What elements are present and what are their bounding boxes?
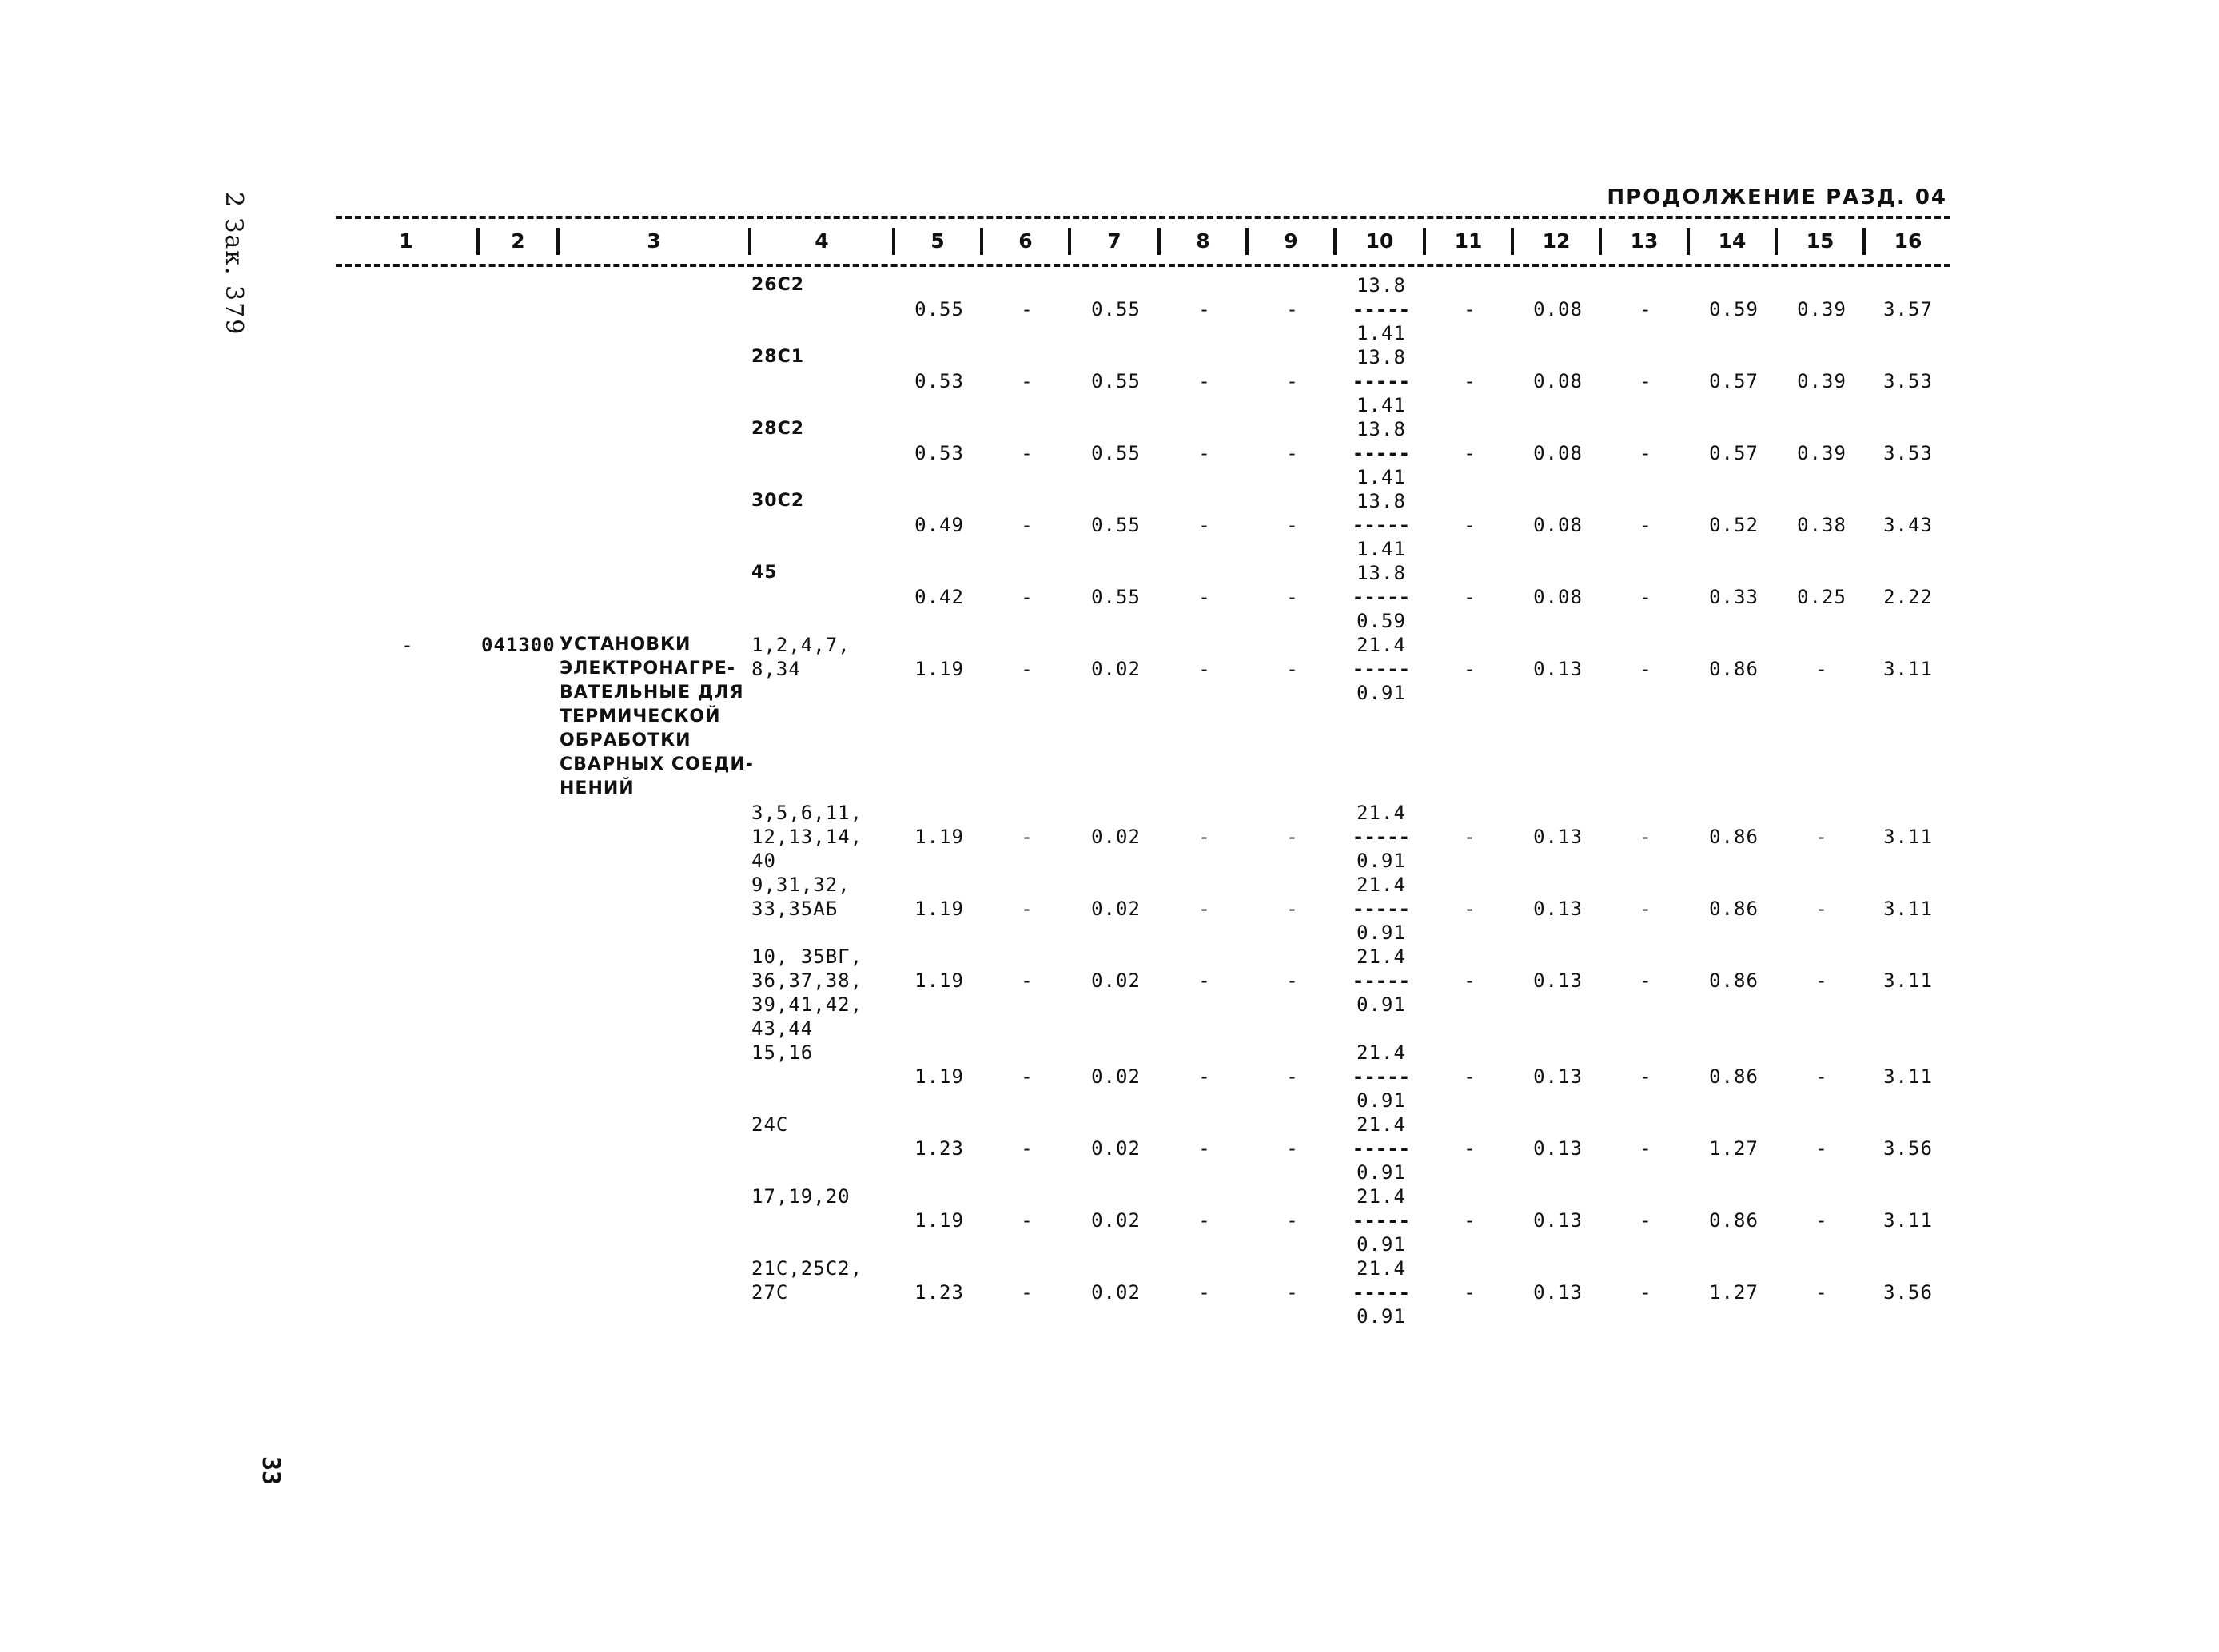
value-cell-5: 0.53 <box>914 370 964 392</box>
fraction-cell <box>1337 633 1426 801</box>
value-cell-13: - <box>1639 442 1652 464</box>
group-name-cell <box>560 801 751 873</box>
group-name-cell <box>560 273 751 345</box>
table-row <box>336 1041 1950 1113</box>
value-cell-11: - <box>1464 442 1476 464</box>
fraction-numerator: 21.4 <box>1356 1113 1406 1136</box>
group-name-cell <box>560 873 751 945</box>
value-cell-14: 0.86 <box>1709 898 1759 920</box>
value-cell-14: 0.86 <box>1709 969 1759 992</box>
group-name-cell <box>560 1184 751 1256</box>
fraction-denominator: 1.41 <box>1356 466 1406 488</box>
value-cell-9: - <box>1286 442 1299 464</box>
value-cell-7: 0.02 <box>1091 1281 1141 1304</box>
value-cell-5: 1.19 <box>914 826 964 848</box>
group-code-cell <box>480 489 560 561</box>
value-cell-5: 1.19 <box>914 969 964 992</box>
group-marker-cell <box>336 561 480 633</box>
fraction-denominator: 1.41 <box>1356 394 1406 416</box>
value-cell-5: 1.23 <box>914 1281 964 1304</box>
fraction-bar: ----- <box>1352 1281 1411 1304</box>
value-cell-12: 0.13 <box>1533 1209 1583 1232</box>
value-cell-15: 0.39 <box>1797 370 1847 392</box>
column-header: 2 <box>480 228 560 255</box>
value-cell-15: - <box>1815 1065 1828 1088</box>
table-header <box>336 219 1950 264</box>
value-cell-6: - <box>1021 514 1034 536</box>
fraction-numerator: 13.8 <box>1356 490 1406 512</box>
column-header: 8 <box>1161 228 1249 255</box>
table-row <box>336 873 1950 945</box>
value-cell-7: 0.02 <box>1091 898 1141 920</box>
value-cell-8: - <box>1198 1281 1211 1304</box>
value-cell-12: 0.13 <box>1533 1137 1583 1160</box>
fraction-cell <box>1337 1256 1426 1328</box>
group-marker-cell <box>336 345 480 417</box>
item-numbers-cell: 45 <box>751 563 778 583</box>
value-cell-7: 0.55 <box>1091 370 1141 392</box>
value-cell-16: 3.43 <box>1883 514 1933 536</box>
table-row <box>336 633 1950 801</box>
column-header: 9 <box>1249 228 1337 255</box>
value-cell-6: - <box>1021 826 1034 848</box>
fraction-bar: ----- <box>1352 370 1411 392</box>
value-cell-8: - <box>1198 658 1211 680</box>
group-code-cell <box>480 1184 560 1256</box>
fraction-bar: ----- <box>1352 1065 1411 1088</box>
value-cell-6: - <box>1021 1209 1034 1232</box>
value-cell-9: - <box>1286 370 1299 392</box>
item-numbers-cell: 9,31,32, 33,35АБ <box>751 874 851 920</box>
table-row <box>336 273 1950 345</box>
fraction-denominator: 0.91 <box>1356 1161 1406 1184</box>
value-cell-16: 2.22 <box>1883 586 1933 608</box>
value-cell-14: 0.59 <box>1709 298 1759 320</box>
data-table <box>336 216 1950 1328</box>
value-cell-9: - <box>1286 1065 1299 1088</box>
fraction-bar: ----- <box>1352 442 1411 464</box>
value-cell-15: - <box>1815 826 1828 848</box>
value-cell-8: - <box>1198 298 1211 320</box>
value-cell-15: - <box>1815 658 1828 680</box>
value-cell-14: 0.86 <box>1709 826 1759 848</box>
value-cell-16: 3.56 <box>1883 1281 1933 1304</box>
value-cell-6: - <box>1021 586 1034 608</box>
value-cell-9: - <box>1286 1281 1299 1304</box>
group-marker-cell <box>336 1256 480 1328</box>
value-cell-6: - <box>1021 898 1034 920</box>
value-cell-15: 0.38 <box>1797 514 1847 536</box>
fraction-numerator: 21.4 <box>1356 945 1406 968</box>
value-cell-16: 3.11 <box>1883 898 1933 920</box>
fraction-numerator: 13.8 <box>1356 418 1406 440</box>
value-cell-11: - <box>1464 1209 1476 1232</box>
group-code-cell <box>480 417 560 489</box>
group-marker-cell <box>336 1113 480 1184</box>
value-cell-11: - <box>1464 658 1476 680</box>
value-cell-14: 0.52 <box>1709 514 1759 536</box>
value-cell-11: - <box>1464 1281 1476 1304</box>
fraction-bar: ----- <box>1352 826 1411 848</box>
value-cell-9: - <box>1286 298 1299 320</box>
table-row <box>336 801 1950 873</box>
fraction-numerator: 21.4 <box>1356 634 1406 656</box>
group-marker-cell <box>336 489 480 561</box>
group-code-cell: 041300 <box>481 634 556 656</box>
table-row <box>336 945 1950 1041</box>
value-cell-9: - <box>1286 658 1299 680</box>
value-cell-15: - <box>1815 1209 1828 1232</box>
value-cell-14: 0.86 <box>1709 658 1759 680</box>
column-header: 16 <box>1894 229 1922 253</box>
value-cell-7: 0.02 <box>1091 1137 1141 1160</box>
value-cell-12: 0.08 <box>1533 586 1583 608</box>
group-code-cell <box>480 1041 560 1113</box>
value-cell-9: - <box>1286 1209 1299 1232</box>
item-numbers-cell: 28С2 <box>751 419 805 439</box>
value-cell-16: 3.11 <box>1883 1209 1933 1232</box>
item-numbers-cell: 30С2 <box>751 491 805 511</box>
value-cell-6: - <box>1021 969 1034 992</box>
value-cell-7: 0.02 <box>1091 969 1141 992</box>
value-cell-12: 0.08 <box>1533 370 1583 392</box>
fraction-cell <box>1337 801 1426 873</box>
fraction-numerator: 13.8 <box>1356 274 1406 297</box>
value-cell-11: - <box>1464 370 1476 392</box>
value-cell-13: - <box>1639 969 1652 992</box>
value-cell-14: 0.86 <box>1709 1209 1759 1232</box>
fraction-denominator: 1.41 <box>1356 538 1406 560</box>
value-cell-12: 0.13 <box>1533 658 1583 680</box>
value-cell-8: - <box>1198 826 1211 848</box>
fraction-cell <box>1337 873 1426 945</box>
fraction-numerator: 21.4 <box>1356 1257 1406 1280</box>
value-cell-16: 3.57 <box>1883 298 1933 320</box>
group-name-cell <box>560 1256 751 1328</box>
value-cell-8: - <box>1198 442 1211 464</box>
item-numbers-cell: 28С1 <box>751 347 805 367</box>
value-cell-5: 1.19 <box>914 658 964 680</box>
value-cell-6: - <box>1021 442 1034 464</box>
fraction-cell <box>1337 345 1426 417</box>
column-header: 3 <box>560 228 751 255</box>
fraction-numerator: 21.4 <box>1356 1041 1406 1064</box>
fraction-numerator: 21.4 <box>1356 802 1406 824</box>
value-cell-11: - <box>1464 1065 1476 1088</box>
fraction-denominator: 0.59 <box>1356 610 1406 632</box>
value-cell-15: - <box>1815 1281 1828 1304</box>
table-row <box>336 561 1950 633</box>
value-cell-9: - <box>1286 898 1299 920</box>
value-cell-11: - <box>1464 514 1476 536</box>
fraction-bar: ----- <box>1352 969 1411 992</box>
page-number: 33 <box>257 1456 285 1486</box>
value-cell-14: 0.57 <box>1709 370 1759 392</box>
value-cell-7: 0.55 <box>1091 298 1141 320</box>
value-cell-15: 0.39 <box>1797 442 1847 464</box>
group-code-cell <box>480 1256 560 1328</box>
value-cell-9: - <box>1286 1137 1299 1160</box>
value-cell-11: - <box>1464 898 1476 920</box>
value-cell-6: - <box>1021 1065 1034 1088</box>
group-marker-cell <box>336 1041 480 1113</box>
group-code-cell <box>480 1113 560 1184</box>
group-marker-cell <box>336 801 480 873</box>
fraction-numerator: 21.4 <box>1356 1185 1406 1208</box>
fraction-bar: ----- <box>1352 586 1411 608</box>
value-cell-7: 0.55 <box>1091 514 1141 536</box>
value-cell-11: - <box>1464 586 1476 608</box>
value-cell-15: - <box>1815 969 1828 992</box>
group-marker-cell: - <box>401 634 414 656</box>
value-cell-13: - <box>1639 658 1652 680</box>
value-cell-6: - <box>1021 1281 1034 1304</box>
fraction-denominator: 0.91 <box>1356 1305 1406 1328</box>
fraction-cell <box>1337 561 1426 633</box>
value-cell-7: 0.02 <box>1091 1209 1141 1232</box>
value-cell-14: 1.27 <box>1709 1281 1759 1304</box>
group-marker-cell <box>336 417 480 489</box>
value-cell-5: 1.19 <box>914 1209 964 1232</box>
value-cell-13: - <box>1639 586 1652 608</box>
value-cell-16: 3.11 <box>1883 1065 1933 1088</box>
value-cell-13: - <box>1639 826 1652 848</box>
column-header: 12 <box>1514 228 1602 255</box>
value-cell-13: - <box>1639 514 1652 536</box>
value-cell-12: 0.13 <box>1533 969 1583 992</box>
value-cell-8: - <box>1198 1065 1211 1088</box>
fraction-cell <box>1337 417 1426 489</box>
group-name-cell <box>560 1041 751 1113</box>
fraction-cell <box>1337 273 1426 345</box>
column-header: 7 <box>1071 228 1161 255</box>
item-numbers-cell: 26С2 <box>751 275 805 295</box>
value-cell-9: - <box>1286 826 1299 848</box>
fraction-bar: ----- <box>1352 514 1411 536</box>
group-code-cell <box>480 801 560 873</box>
value-cell-8: - <box>1198 370 1211 392</box>
value-cell-15: 0.39 <box>1797 298 1847 320</box>
value-cell-13: - <box>1639 898 1652 920</box>
value-cell-5: 1.23 <box>914 1137 964 1160</box>
table-row <box>336 1256 1950 1328</box>
column-header: 6 <box>983 228 1071 255</box>
continuation-label: ПРОДОЛЖЕНИЕ РАЗД. 04 <box>1607 185 1947 209</box>
group-marker-cell <box>336 945 480 1041</box>
value-cell-9: - <box>1286 969 1299 992</box>
value-cell-7: 0.02 <box>1091 1065 1141 1088</box>
value-cell-8: - <box>1198 586 1211 608</box>
value-cell-5: 0.49 <box>914 514 964 536</box>
group-marker-cell <box>336 273 480 345</box>
fraction-denominator: 0.91 <box>1356 850 1406 872</box>
value-cell-11: - <box>1464 969 1476 992</box>
fraction-denominator: 0.91 <box>1356 1089 1406 1112</box>
value-cell-16: 3.53 <box>1883 370 1933 392</box>
group-marker-cell <box>336 1184 480 1256</box>
group-name-cell: УСТАНОВКИ ЭЛЕКТРОНАГРЕ- ВАТЕЛЬНЫЕ ДЛЯ ТЕРМИЧЕСКОЙ ОБРАБОТКИ СВАРНЫХ СОЕДИ- НЕНИЙ <box>560 635 754 798</box>
item-numbers-cell: 3,5,6,11, 12,13,14, 40 <box>751 802 863 872</box>
item-numbers-cell: 21С,25С2, 27С <box>751 1257 863 1304</box>
value-cell-12: 0.13 <box>1533 898 1583 920</box>
value-cell-6: - <box>1021 658 1034 680</box>
fraction-denominator: 0.91 <box>1356 993 1406 1016</box>
value-cell-8: - <box>1198 1137 1211 1160</box>
value-cell-5: 1.19 <box>914 898 964 920</box>
fraction-numerator: 13.8 <box>1356 346 1406 368</box>
column-header: 1 <box>336 228 480 255</box>
value-cell-9: - <box>1286 586 1299 608</box>
fraction-bar: ----- <box>1352 898 1411 920</box>
column-header: 15 <box>1778 228 1866 255</box>
value-cell-16: 3.56 <box>1883 1137 1933 1160</box>
item-numbers-cell: 10, 35ВГ, 36,37,38, 39,41,42, 43,44 <box>751 945 863 1040</box>
table-body <box>336 267 1950 1328</box>
table-row <box>336 1113 1950 1184</box>
value-cell-16: 3.11 <box>1883 826 1933 848</box>
value-cell-5: 1.19 <box>914 1065 964 1088</box>
value-cell-13: - <box>1639 1065 1652 1088</box>
item-numbers-cell: 24С <box>751 1113 789 1136</box>
value-cell-7: 0.55 <box>1091 586 1141 608</box>
value-cell-14: 1.27 <box>1709 1137 1759 1160</box>
fraction-cell <box>1337 1041 1426 1113</box>
value-cell-8: - <box>1198 514 1211 536</box>
fraction-bar: ----- <box>1352 298 1411 320</box>
group-code-cell <box>480 345 560 417</box>
value-cell-13: - <box>1639 298 1652 320</box>
fraction-bar: ----- <box>1352 1137 1411 1160</box>
group-marker-cell <box>336 873 480 945</box>
value-cell-15: - <box>1815 1137 1828 1160</box>
value-cell-13: - <box>1639 1209 1652 1232</box>
column-header: 4 <box>751 228 895 255</box>
group-code-cell <box>480 561 560 633</box>
value-cell-12: 0.13 <box>1533 1281 1583 1304</box>
item-numbers-cell: 17,19,20 <box>751 1185 851 1208</box>
table-row <box>336 1184 1950 1256</box>
column-header: 5 <box>895 228 983 255</box>
value-cell-15: 0.25 <box>1797 586 1847 608</box>
value-cell-8: - <box>1198 1209 1211 1232</box>
group-name-cell <box>560 417 751 489</box>
table-row <box>336 345 1950 417</box>
value-cell-12: 0.08 <box>1533 514 1583 536</box>
group-name-cell <box>560 489 751 561</box>
value-cell-8: - <box>1198 898 1211 920</box>
value-cell-16: 3.53 <box>1883 442 1933 464</box>
fraction-denominator: 1.41 <box>1356 322 1406 344</box>
value-cell-7: 0.02 <box>1091 826 1141 848</box>
table-row <box>336 417 1950 489</box>
column-header: 13 <box>1602 228 1690 255</box>
value-cell-12: 0.08 <box>1533 442 1583 464</box>
value-cell-9: - <box>1286 514 1299 536</box>
value-cell-15: - <box>1815 898 1828 920</box>
value-cell-7: 0.02 <box>1091 658 1141 680</box>
value-cell-11: - <box>1464 826 1476 848</box>
item-numbers-cell: 1,2,4,7, 8,34 <box>751 634 851 680</box>
value-cell-13: - <box>1639 1137 1652 1160</box>
value-cell-6: - <box>1021 298 1034 320</box>
value-cell-16: 3.11 <box>1883 658 1933 680</box>
value-cell-8: - <box>1198 969 1211 992</box>
fraction-bar: ----- <box>1352 658 1411 680</box>
value-cell-11: - <box>1464 1137 1476 1160</box>
value-cell-12: 0.13 <box>1533 826 1583 848</box>
value-cell-7: 0.55 <box>1091 442 1141 464</box>
value-cell-6: - <box>1021 1137 1034 1160</box>
item-numbers-cell: 15,16 <box>751 1041 814 1064</box>
fraction-numerator: 21.4 <box>1356 874 1406 896</box>
group-code-cell <box>480 273 560 345</box>
fraction-denominator: 0.91 <box>1356 682 1406 704</box>
fraction-bar: ----- <box>1352 1209 1411 1232</box>
fraction-cell <box>1337 945 1426 1041</box>
value-cell-16: 3.11 <box>1883 969 1933 992</box>
value-cell-11: - <box>1464 298 1476 320</box>
fraction-denominator: 0.91 <box>1356 922 1406 944</box>
value-cell-14: 0.33 <box>1709 586 1759 608</box>
column-header: 10 <box>1337 228 1426 255</box>
fraction-cell <box>1337 1184 1426 1256</box>
fraction-cell <box>1337 489 1426 561</box>
group-name-cell <box>560 945 751 1041</box>
table-row <box>336 489 1950 561</box>
column-header: 14 <box>1690 228 1778 255</box>
value-cell-13: - <box>1639 370 1652 392</box>
value-cell-12: 0.13 <box>1533 1065 1583 1088</box>
fraction-cell <box>1337 1113 1426 1184</box>
value-cell-5: 0.53 <box>914 442 964 464</box>
value-cell-6: - <box>1021 370 1034 392</box>
group-name-cell <box>560 1113 751 1184</box>
value-cell-12: 0.08 <box>1533 298 1583 320</box>
order-note: 2 Зак. 379 <box>220 192 248 336</box>
group-code-cell <box>480 945 560 1041</box>
fraction-denominator: 0.91 <box>1356 1233 1406 1256</box>
group-name-cell <box>560 561 751 633</box>
value-cell-5: 0.55 <box>914 298 964 320</box>
group-name-cell <box>560 345 751 417</box>
value-cell-13: - <box>1639 1281 1652 1304</box>
group-code-cell <box>480 873 560 945</box>
value-cell-14: 0.86 <box>1709 1065 1759 1088</box>
fraction-numerator: 13.8 <box>1356 562 1406 584</box>
value-cell-5: 0.42 <box>914 586 964 608</box>
column-header: 11 <box>1426 228 1514 255</box>
value-cell-14: 0.57 <box>1709 442 1759 464</box>
